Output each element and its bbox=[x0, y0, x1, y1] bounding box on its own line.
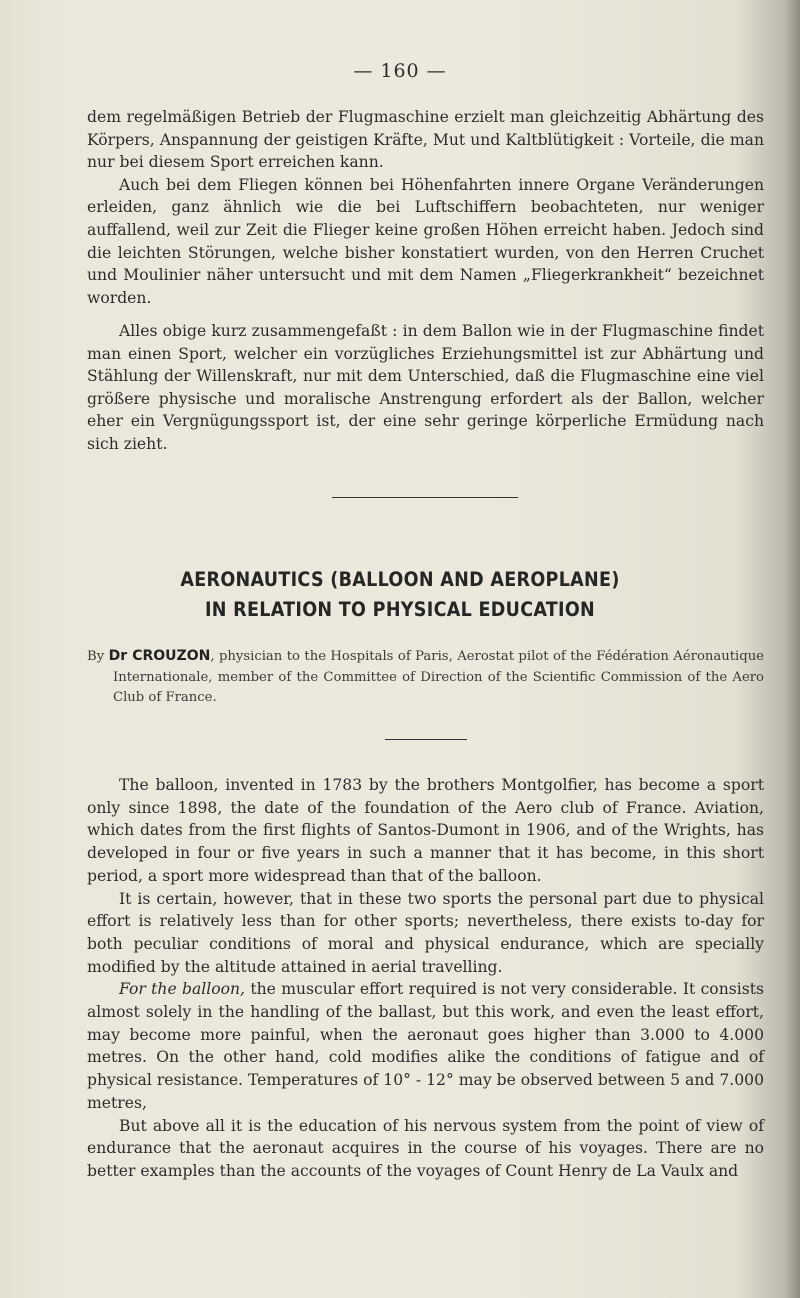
page-number: — 160 — bbox=[353, 60, 447, 82]
english-paragraph-3 bbox=[87, 978, 764, 1114]
english-paragraph-1: The balloon, invented in 1783 by the brothers Montgolfier, has become a sport only since 1898, the date of the foundation of the Aero club of France. Aviation, which dates from the first flights of Santos-Dumont in 1906, and of the Wrights, has developed in four or five years in such a manner that it has become, in this short period, a sport more widespread than that of the balloon. bbox=[87, 776, 764, 885]
article-title-line-1: AERONAUTICS (BALLOON AND AEROPLANE) bbox=[180, 568, 620, 591]
german-paragraph-3: Alles obige kurz zusammengefaßt : in dem Ballon wie in der Flugmaschine findet man einen Sport, welcher ein vorzügliches Erziehungsmittel ist zur Abhärtung und Stählung der Willenskraft, nur mit dem Unterschied, daß die Flugmaschine eine viel größere physische und moralische Anstrengung erfordert als der Ballon, welcher eher ein Vergnügungssport ist, der eine sehr geringe körperliche Ermüdung nach sich zieht. bbox=[87, 322, 764, 453]
author-credentials: , physician to the Hospitals of Paris, Aerostat pilot of the Fédération Aéronautique Internationale, member of the Committee of Direction of the Scientific Commission of the Aero Club of France. bbox=[113, 649, 764, 705]
english-text-section bbox=[87, 774, 764, 1183]
balloon-lead-in: For the balloon, bbox=[119, 980, 246, 999]
byline-divider bbox=[385, 739, 467, 740]
author-byline bbox=[87, 646, 764, 709]
author-name: Dr CROUZON bbox=[108, 648, 211, 664]
german-paragraph-1: dem regelmäßigen Betrieb der Flugmaschine erzielt man gleichzeitig Abhärtung des Körpers, Anspannung der geistigen Kräfte, Mut und Kaltblütigkeit : Vorteile, die man nur bei diesem Sport erreichen kann. bbox=[87, 108, 764, 172]
byline-text bbox=[87, 646, 764, 709]
byline-prefix: By bbox=[87, 649, 109, 664]
english-paragraph-4: But above all it is the education of his nervous system from the point of view of endurance that the aeronaut acquires in the course of his voyages. There are no better examples than the accounts of the voyages of Count Henry de La Vaulx and bbox=[87, 1116, 764, 1180]
german-text-section bbox=[87, 106, 764, 309]
german-summary-section bbox=[87, 320, 764, 456]
german-paragraph-2: Auch bei dem Fliegen können bei Höhenfahrten innere Organe Veränderungen erleiden, ganz ähnlich wie die bei Luftschiffern beobachteten, nur weniger auffallend, weil zur Zeit die Flieger keine großen Höhen erreicht haben. Jedoch sind die leichten Störungen, welche bisher konstatiert wurden, von den Herren Cruchet und Moulinier näher untersucht und mit dem Namen „Fliegerkrankheit“ bezeichnet worden. bbox=[87, 175, 764, 307]
english-paragraph-2: It is certain, however, that in these two sports the personal part due to physical effort is relatively less than for other sports; nevertheless, there exists to-day for both peculiar conditions of moral and physical endurance, which are specially modified by the altitude attained in aerial travelling. bbox=[87, 889, 764, 976]
english-paragraph-3-body: the muscular effort required is not very considerable. It consists almost solely in the handling of the ballast, but this work, and even the least effort, may become more painful, when the aeronaut goes higher than 3.000 to 4.000 metres. On the other hand, cold modifies alike the conditions of fatigue and of physical resistance. Temperatures of 10° - 12° may be observed between 5 and 7.000 metres, bbox=[87, 980, 765, 1112]
article-title-line-2: IN RELATION TO PHYSICAL EDUCATION bbox=[204, 598, 596, 621]
section-divider bbox=[332, 497, 518, 498]
